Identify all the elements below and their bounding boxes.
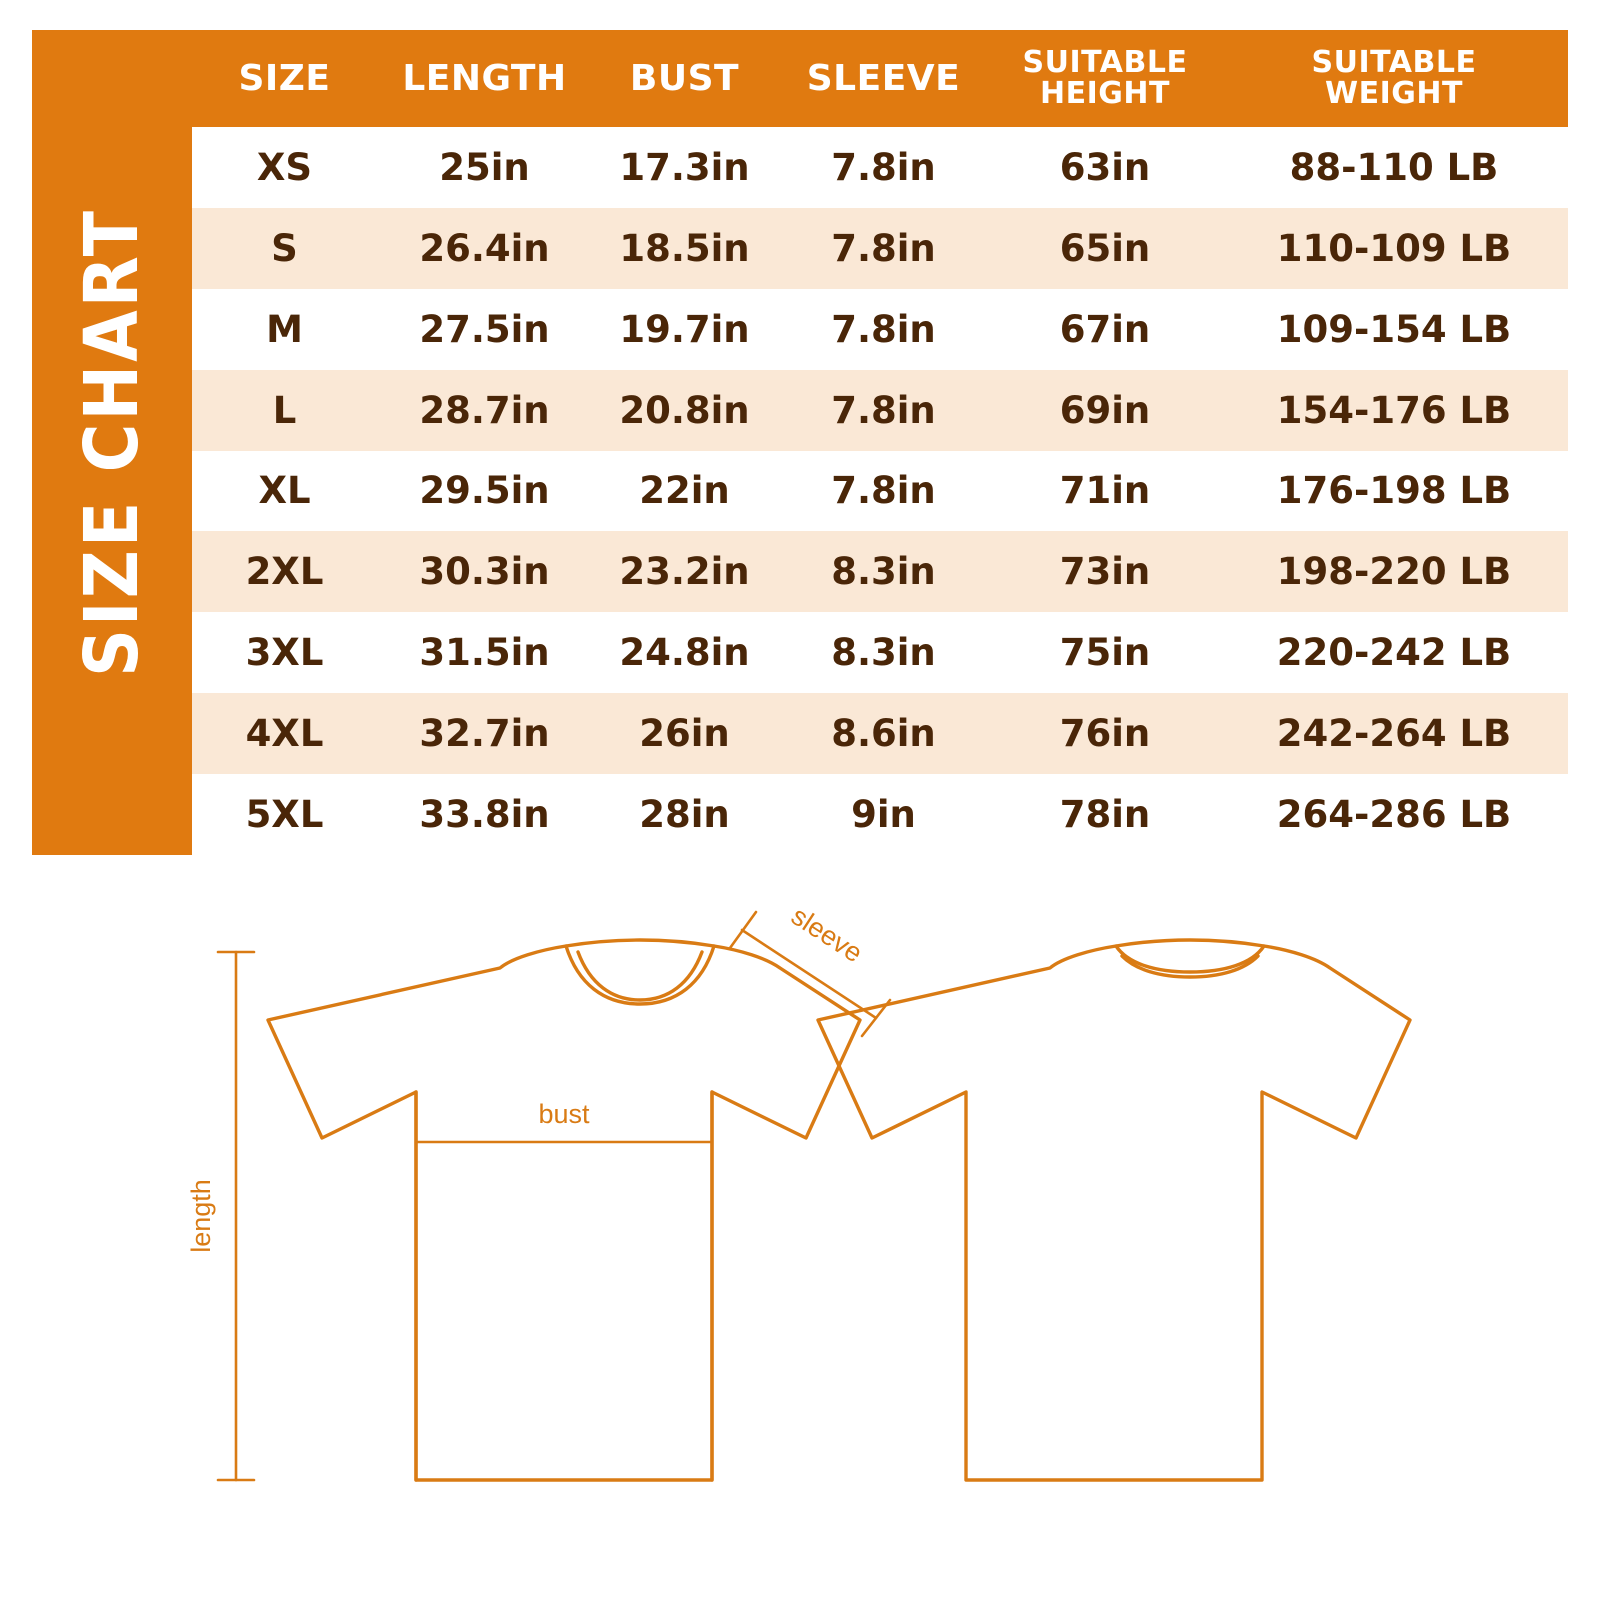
tshirt-back-outline (818, 940, 1410, 1480)
cell-sleeve: 8.3in (831, 550, 936, 594)
cell-bust: 17.3in (619, 145, 750, 189)
cell-bust: 24.8in (619, 631, 750, 675)
side-title-container (32, 30, 192, 855)
page-title: SIZE CHART (69, 207, 155, 678)
cell-bust: 20.8in (619, 388, 750, 432)
cell-length: 32.7in (419, 712, 550, 756)
tshirt-front-outline (268, 940, 860, 1480)
cell-bust: 28in (639, 793, 730, 837)
cell-size: 5XL (245, 793, 324, 837)
table-row (192, 289, 1568, 370)
column-header-suitable-weight-line2: WEIGHT (1325, 76, 1463, 112)
cell-height: 67in (1059, 307, 1151, 351)
table-row (192, 208, 1568, 289)
cell-size: XS (256, 145, 313, 189)
column-header-size: SIZE (238, 57, 331, 99)
column-header-sleeve: SLEEVE (806, 57, 961, 99)
column-header-length: LENGTH (402, 57, 567, 99)
cell-bust: 22in (639, 469, 730, 513)
table-row (192, 370, 1568, 451)
cell-length: 31.5in (419, 631, 550, 675)
length-dimension (218, 952, 254, 1480)
cell-length: 29.5in (419, 469, 550, 513)
cell-sleeve: 7.8in (831, 469, 936, 513)
bust-dimension (416, 1124, 712, 1160)
table-row (192, 693, 1568, 774)
cell-weight: 109-154 LB (1276, 307, 1512, 351)
cell-sleeve: 7.8in (831, 388, 936, 432)
cell-height: 71in (1059, 469, 1151, 513)
column-header-suitable-height-line2: HEIGHT (1040, 76, 1170, 112)
column-header-suitable-weight-line1: SUITABLE (1311, 44, 1477, 80)
cell-sleeve: 7.8in (831, 145, 936, 189)
cell-size: 2XL (245, 550, 324, 594)
table-row (192, 451, 1568, 532)
cell-weight: 176-198 LB (1276, 469, 1512, 513)
table-row (192, 774, 1568, 855)
cell-bust: 23.2in (619, 550, 750, 594)
bust-label: bust (538, 1099, 590, 1129)
cell-bust: 18.5in (619, 226, 750, 270)
table-row (192, 531, 1568, 612)
column-header-suitable-height-line1: SUITABLE (1022, 44, 1188, 80)
cell-length: 26.4in (419, 226, 550, 270)
column-header-suitable-weight (1220, 44, 1568, 112)
cell-height: 76in (1059, 712, 1151, 756)
cell-bust: 26in (639, 712, 730, 756)
cell-sleeve: 9in (851, 793, 916, 837)
cell-length: 25in (439, 145, 530, 189)
cell-bust: 19.7in (619, 307, 750, 351)
cell-sleeve: 8.3in (831, 631, 936, 675)
cell-length: 28.7in (419, 388, 550, 432)
cell-weight: 198-220 LB (1276, 550, 1512, 594)
cell-height: 75in (1059, 631, 1151, 675)
cell-height: 73in (1059, 550, 1151, 594)
cell-weight: 264-286 LB (1276, 793, 1512, 837)
size-chart-panel (32, 30, 1568, 855)
cell-sleeve: 7.8in (831, 307, 936, 351)
cell-size: XL (258, 469, 311, 513)
sleeve-label: sleeve (786, 900, 868, 969)
cell-height: 69in (1059, 388, 1151, 432)
column-header-bust: BUST (629, 57, 740, 99)
cell-weight: 154-176 LB (1276, 388, 1512, 432)
cell-sleeve: 7.8in (831, 226, 936, 270)
cell-height: 78in (1059, 793, 1151, 837)
cell-height: 63in (1059, 145, 1151, 189)
column-header-suitable-height (990, 44, 1220, 112)
cell-weight: 110-109 LB (1276, 226, 1512, 270)
cell-length: 30.3in (419, 550, 550, 594)
table-row (192, 127, 1568, 208)
table-row (192, 612, 1568, 693)
cell-size: S (271, 226, 298, 270)
cell-size: 3XL (245, 631, 324, 675)
cell-weight: 242-264 LB (1276, 712, 1512, 756)
cell-length: 27.5in (419, 307, 550, 351)
cell-size: L (272, 388, 297, 432)
cell-weight: 88-110 LB (1289, 145, 1499, 189)
measurement-diagram (0, 880, 1600, 1580)
size-table (192, 30, 1568, 855)
cell-weight: 220-242 LB (1276, 631, 1512, 675)
cell-length: 33.8in (419, 793, 550, 837)
length-label: length (186, 1179, 216, 1253)
cell-sleeve: 8.6in (831, 712, 936, 756)
table-header-row (192, 30, 1568, 127)
cell-size: M (266, 307, 303, 351)
cell-size: 4XL (245, 712, 324, 756)
cell-height: 65in (1059, 226, 1151, 270)
